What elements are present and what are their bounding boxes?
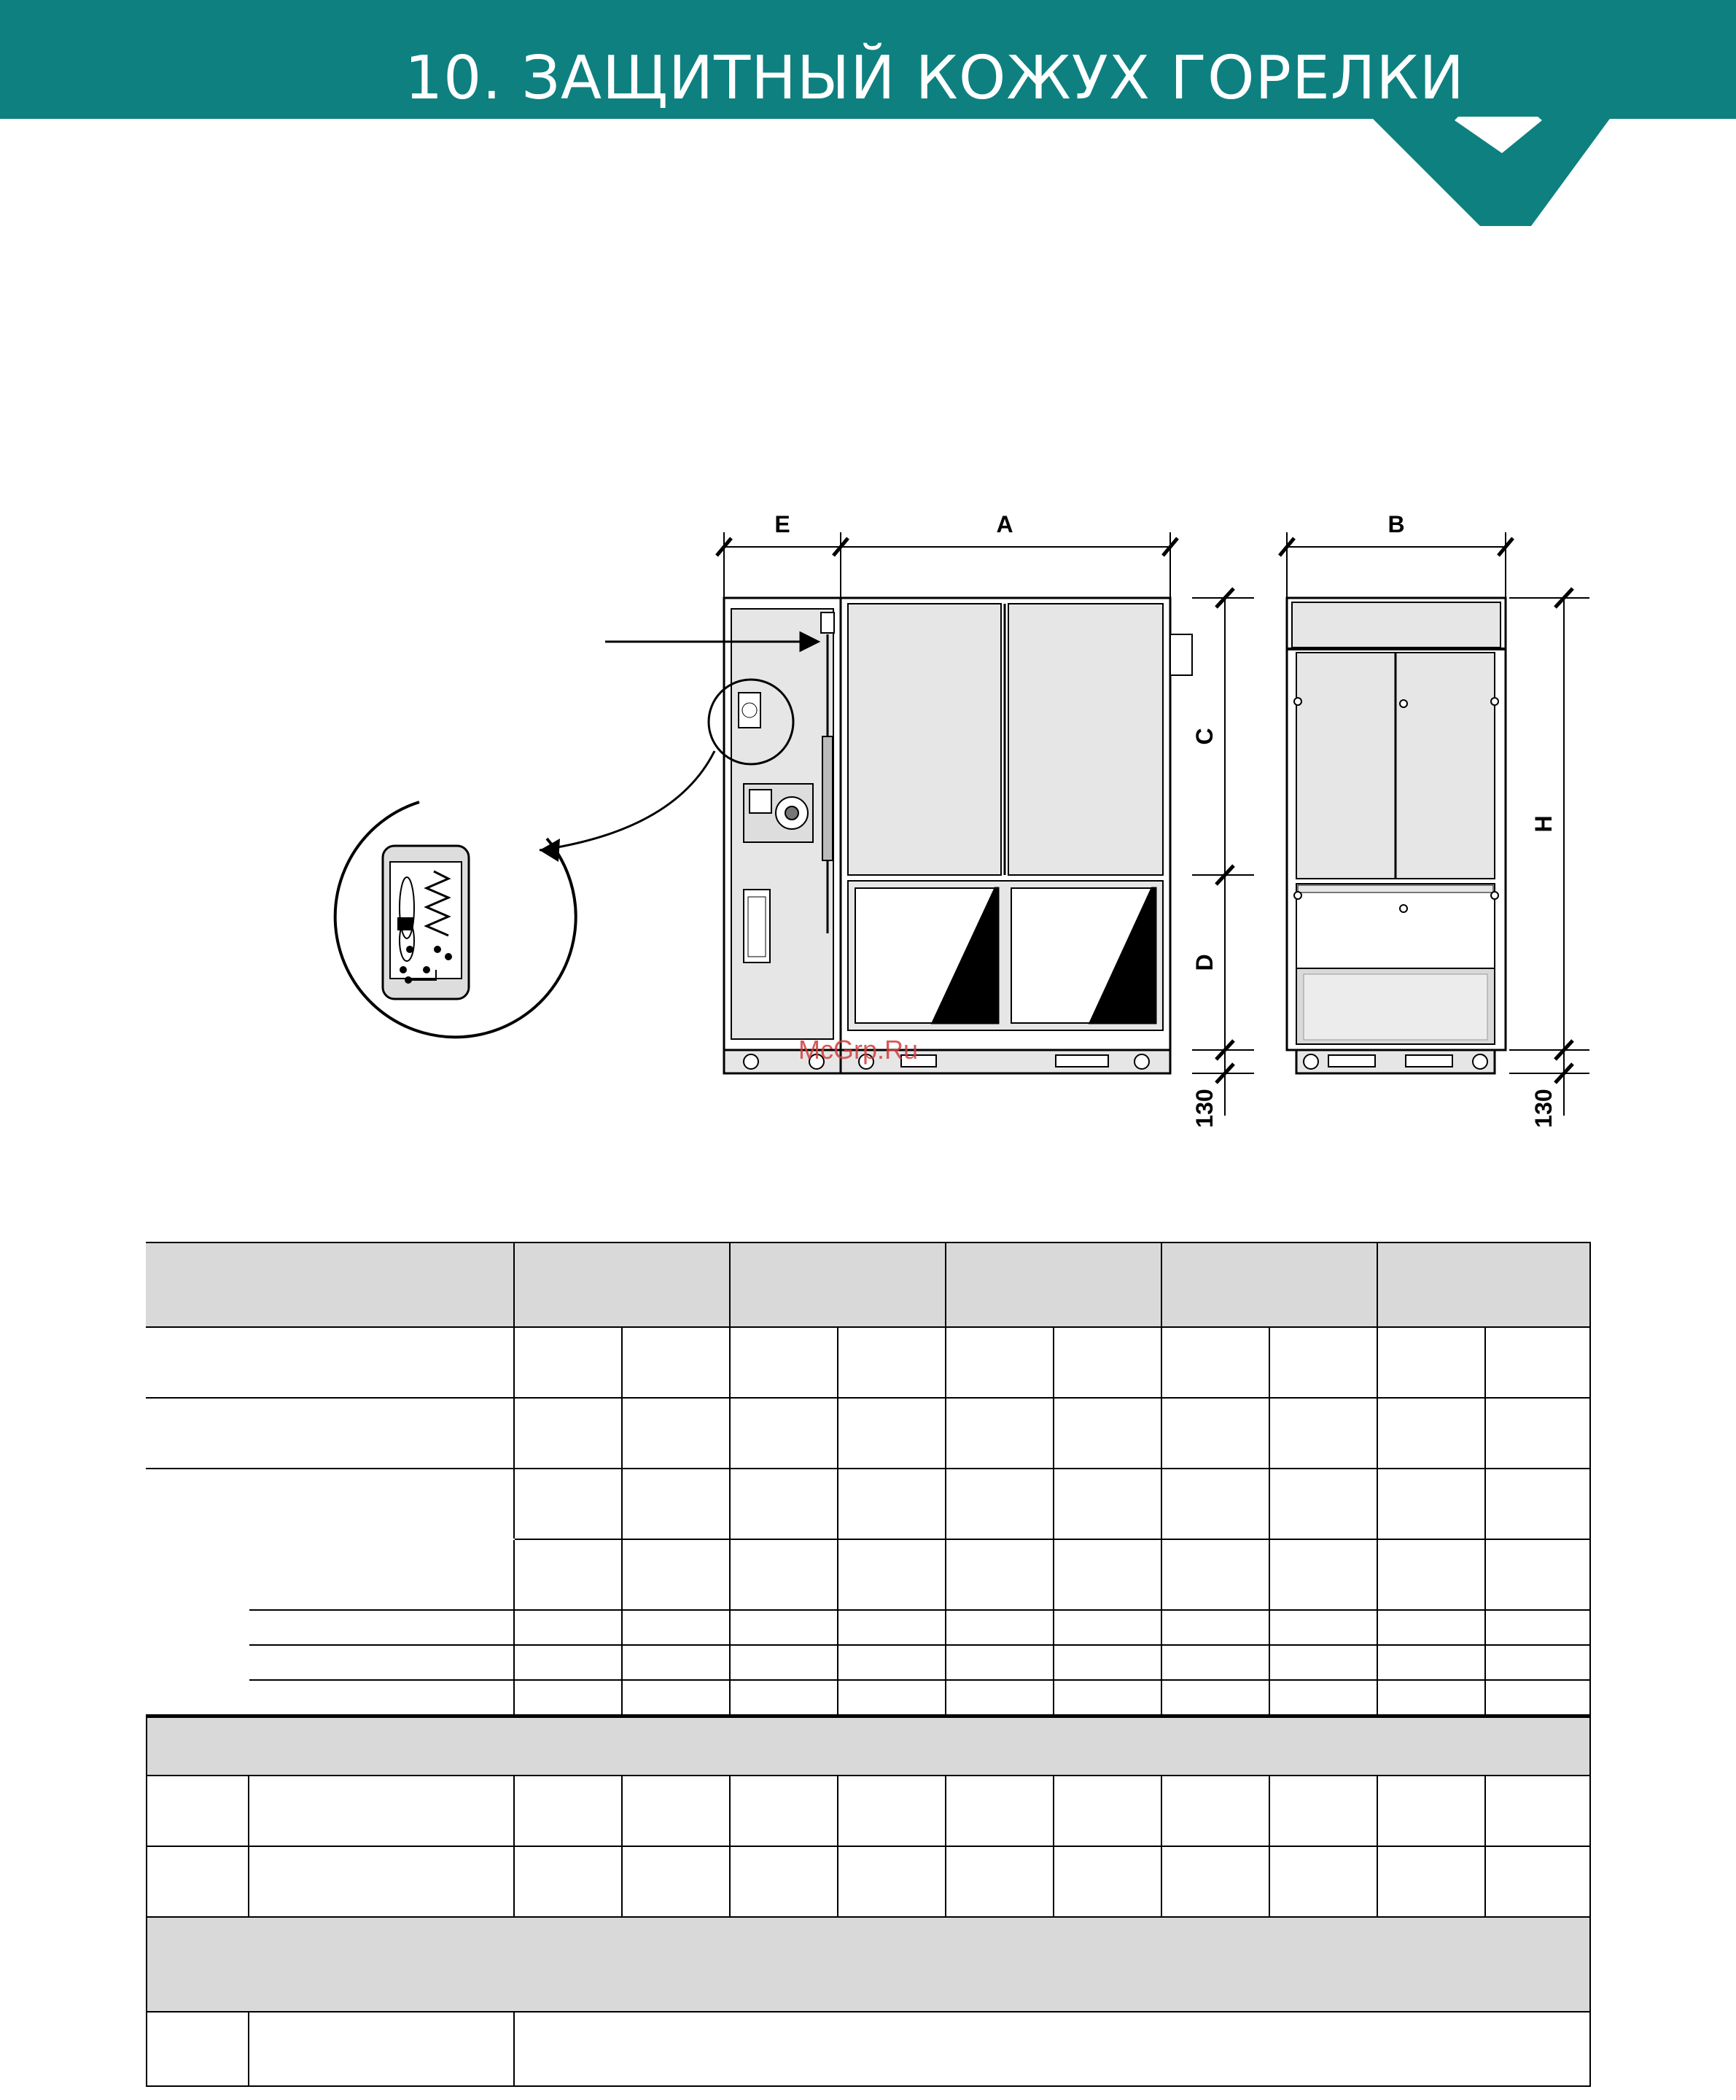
table-header-cell bbox=[730, 1242, 946, 1327]
side-view-grille bbox=[1304, 974, 1487, 1040]
dim-label-base-left: 130 bbox=[1191, 1089, 1218, 1128]
table-row-label bbox=[147, 1469, 514, 1539]
table-row-label bbox=[147, 1327, 514, 1398]
dim-top-ea bbox=[717, 532, 1178, 602]
table-row bbox=[147, 1398, 1590, 1469]
table-row-sublabel bbox=[249, 1539, 514, 1610]
table-header-row bbox=[147, 1242, 1590, 1327]
table-header-cell bbox=[1377, 1242, 1590, 1327]
table-row-label bbox=[147, 1645, 249, 1680]
table-row-label bbox=[147, 1539, 249, 1610]
dim-right-front bbox=[1192, 588, 1254, 1116]
dim-right-side bbox=[1509, 588, 1589, 1116]
detail-curved-arrow bbox=[540, 751, 715, 850]
burner-cabinet bbox=[724, 598, 841, 1050]
table-row-label bbox=[249, 1776, 514, 1846]
dim-label-e: E bbox=[774, 511, 790, 537]
table-header-cell bbox=[1161, 1242, 1377, 1327]
table-section-row bbox=[147, 1716, 1590, 1776]
unit-front-view bbox=[841, 598, 1192, 1073]
dim-label-d: D bbox=[1191, 954, 1218, 971]
dimensions-table bbox=[146, 1242, 1591, 2087]
table-row-label bbox=[249, 1846, 514, 1917]
table-row-label bbox=[147, 1680, 249, 1716]
dim-label-a: A bbox=[996, 511, 1013, 537]
page-title: 10. ЗАЩИТНЫЙ КОЖУХ ГОРЕЛКИ bbox=[405, 44, 1465, 113]
table-row bbox=[147, 1846, 1590, 1917]
dim-label-b: B bbox=[1387, 511, 1405, 537]
table-row-sublabel bbox=[249, 1610, 514, 1645]
table-row-label bbox=[249, 2012, 514, 2086]
table-header-cell bbox=[946, 1242, 1161, 1327]
table-header-cell bbox=[147, 1242, 514, 1327]
table-row-sublabel bbox=[249, 1645, 514, 1680]
table-row bbox=[147, 1539, 1590, 1610]
table-row-label bbox=[147, 1398, 514, 1469]
table-header-cell bbox=[514, 1242, 730, 1327]
table-row-index bbox=[147, 2012, 249, 2086]
table-merged-value-cell bbox=[514, 2012, 1590, 2086]
table-row-label bbox=[147, 1610, 249, 1645]
table-row-sublabel bbox=[249, 1680, 514, 1716]
detail-zoom bbox=[335, 802, 576, 1037]
table-row bbox=[147, 2012, 1590, 2086]
table-section-cell bbox=[147, 1716, 1590, 1776]
dim-label-c: C bbox=[1191, 728, 1218, 745]
table-section-row bbox=[147, 1917, 1590, 2012]
table-row bbox=[147, 1327, 1590, 1398]
table-row bbox=[147, 1680, 1590, 1716]
table-row bbox=[147, 1610, 1590, 1645]
table-row-index bbox=[147, 1776, 249, 1846]
table-row bbox=[147, 1645, 1590, 1680]
table-row bbox=[147, 1776, 1590, 1846]
equipment-drawing bbox=[277, 503, 1626, 1145]
table-row-index bbox=[147, 1846, 249, 1917]
watermark: McGrp.Ru bbox=[798, 1035, 919, 1065]
dim-label-base-right: 130 bbox=[1530, 1089, 1557, 1128]
dim-label-h: H bbox=[1530, 815, 1557, 833]
table-row bbox=[147, 1469, 1590, 1539]
table-section-cell bbox=[147, 1917, 1590, 2012]
dim-top-b bbox=[1280, 532, 1513, 602]
header-emblem bbox=[1371, 117, 1611, 226]
